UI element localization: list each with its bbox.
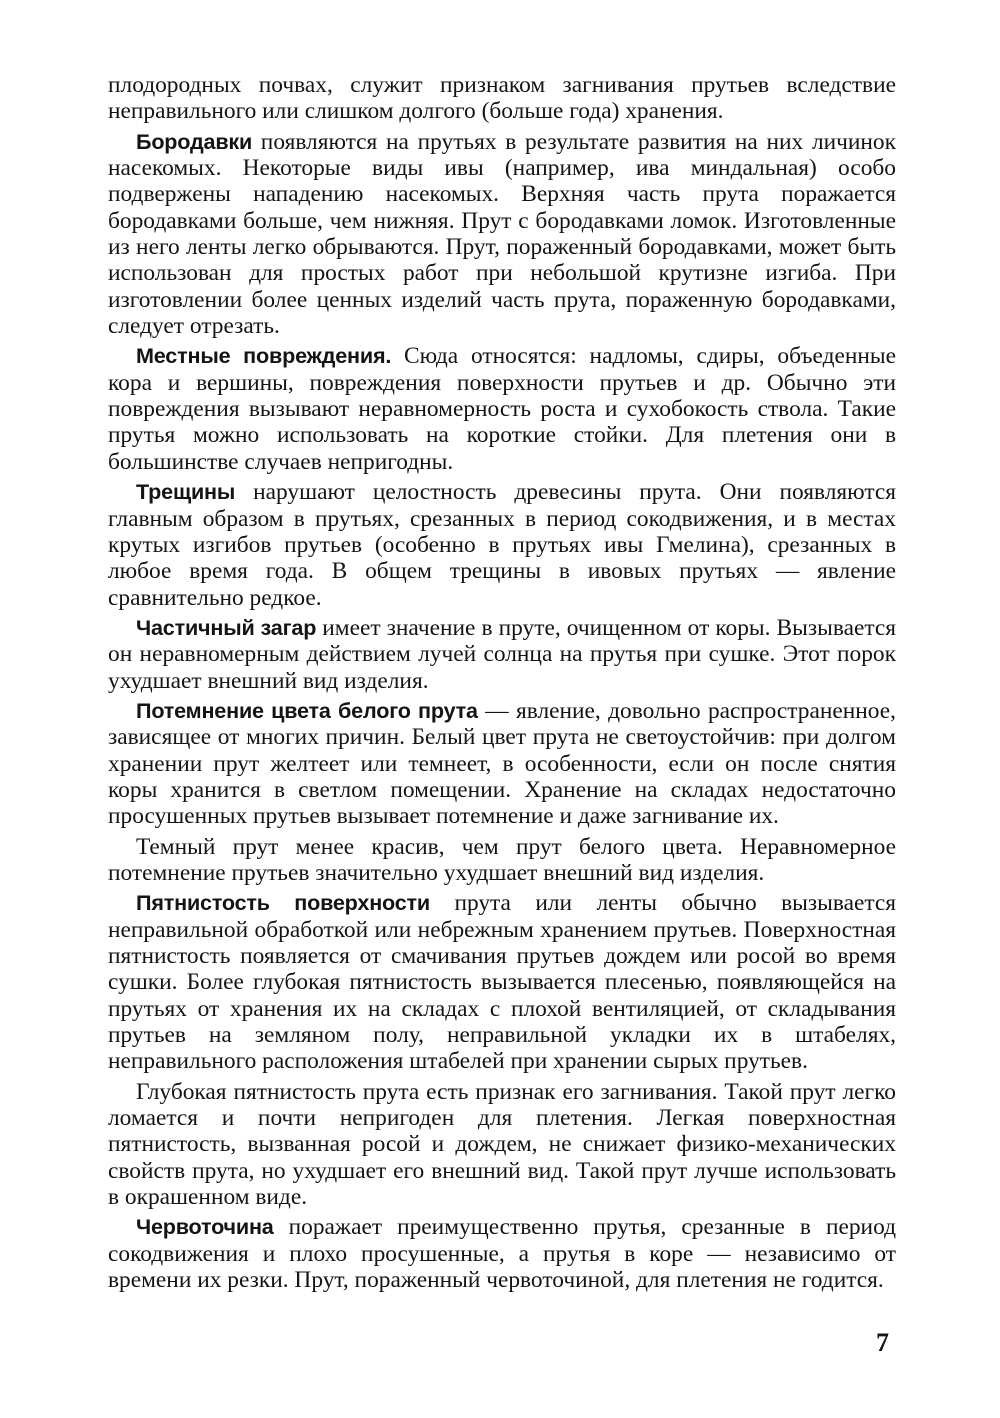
paragraph-partial-tan <box>108 615 896 694</box>
term-spotting: Пятнистость поверхности <box>136 890 431 916</box>
paragraph-spotting <box>108 890 896 1074</box>
paragraph-local-damage <box>108 343 896 475</box>
page-number: 7 <box>876 1328 889 1357</box>
term-wormhole: Червоточина <box>136 1214 274 1240</box>
term-darkening: Потемнение цвета белого прута <box>136 697 478 723</box>
paragraph-deep-spotting <box>108 1079 896 1211</box>
paragraph-wormhole <box>108 1214 896 1293</box>
paragraph-text: Сюда относятся: надломы, сдиры, объеденные кора и вершины, повреждения поверхности прутьев и др. Обычно эти повреждения вызывают неравномерность роста и сухобокость ствола. Такие прутья можно использовать на короткие стойки. Для плетения они в большинстве случаев непригодны. <box>108 343 896 475</box>
term-partial-tan: Частичный загар <box>136 614 317 640</box>
paragraph-text: прута или ленты обычно вызывается неправильной обработкой или небрежным хранением прутьев. Поверхностная пятнистость появляется от смачивания прутьев дождем или росой во время сушки. Более глубокая пятнистость вызывается плесенью, появляющейся на прутьях от хранения их на складах с плохой вентиляцией, от складывания прутьев на земляном полу, неправильной укладки их в штабелях, неправильного расположения штабелей при хранении сырых прутьев. <box>108 890 896 1075</box>
term-cracks: Трещины <box>136 479 236 505</box>
paragraph-text: имеет значение в пруте, очищенном от коры. Вызывается он неравномерным действием лучей солнца на прутья при сушке. Этот порок ухудшает внешний вид изделия. <box>108 614 896 694</box>
paragraph-text: Глубокая пятнистость прута есть признак его загнивания. Такой прут легко ломается и почти непригоден для плетения. Легкая поверхностная пятнистость, вызванная росой и дождем, не снижает физико-механических свойств прута, но ухудшает его внешний вид. Такой прут лучше использовать в окрашенном виде. <box>108 1078 896 1211</box>
paragraph-text: плодородных почвах, служит признаком загнивания прутьев вследствие неправильного или слишком долгого (больше года) хранения. <box>108 72 896 125</box>
paragraph-warts <box>108 129 896 340</box>
paragraph-text: — явление, довольно распространенное, зависящее от многих причин. Белый цвет прута не светоустойчив: при долгом хранении прут желтеет или темнеет, в особенности, если он после снятия коры хранится в светлом помещении. Хранение на складах недостаточно просушенных прутьев вызывает потемнение и даже загнивание их. <box>108 697 897 830</box>
paragraph-darkening <box>108 698 896 830</box>
paragraph-text: Темный прут менее красив, чем прут белого цвета. Неравномерное потемнение прутьев значительно ухудшает внешний вид изделия. <box>108 833 896 886</box>
paragraph-text: поражает преимущественно прутья, срезанные в период сокодвижения и плохо просушенные, а прутья в коре — независимо от времени их резки. Прут, пораженный червоточиной, для плетения не годится. <box>108 1214 896 1294</box>
paragraph-text: нарушают целостность древесины прута. Они появляются главным образом в прутьях, срезанных в период сокодвижения, и в местах крутых изгибов прутьев (особенно в прутьях ивы Гмелина), срезанных в любое время года. В общем трещины в ивовых прутьях — явление сравнительно редкое. <box>108 479 896 611</box>
paragraph-continuation <box>108 72 896 125</box>
paragraph-cracks <box>108 479 896 611</box>
paragraph-text: появляются на прутьях в результате развития на них личинок насекомых. Некоторые виды ивы (например, ива миндальная) особо подвержены нападению насекомых. Верхняя часть прута поражается бородавками больше, чем нижняя. Прут с бородавками ломок. Изготовленные из него ленты легко обрываются. Прут, пораженный бородавками, может быть использован для простых работ при небольшой крутизне изгиба. При изготовлении более ценных изделий часть прута, пораженную бородавками, следует отрезать. <box>108 128 896 340</box>
page-body <box>108 72 896 1293</box>
term-warts: Бородавки <box>136 128 253 154</box>
paragraph-dark-rod <box>108 834 896 887</box>
term-local-damage: Местные повреждения. <box>136 343 392 369</box>
